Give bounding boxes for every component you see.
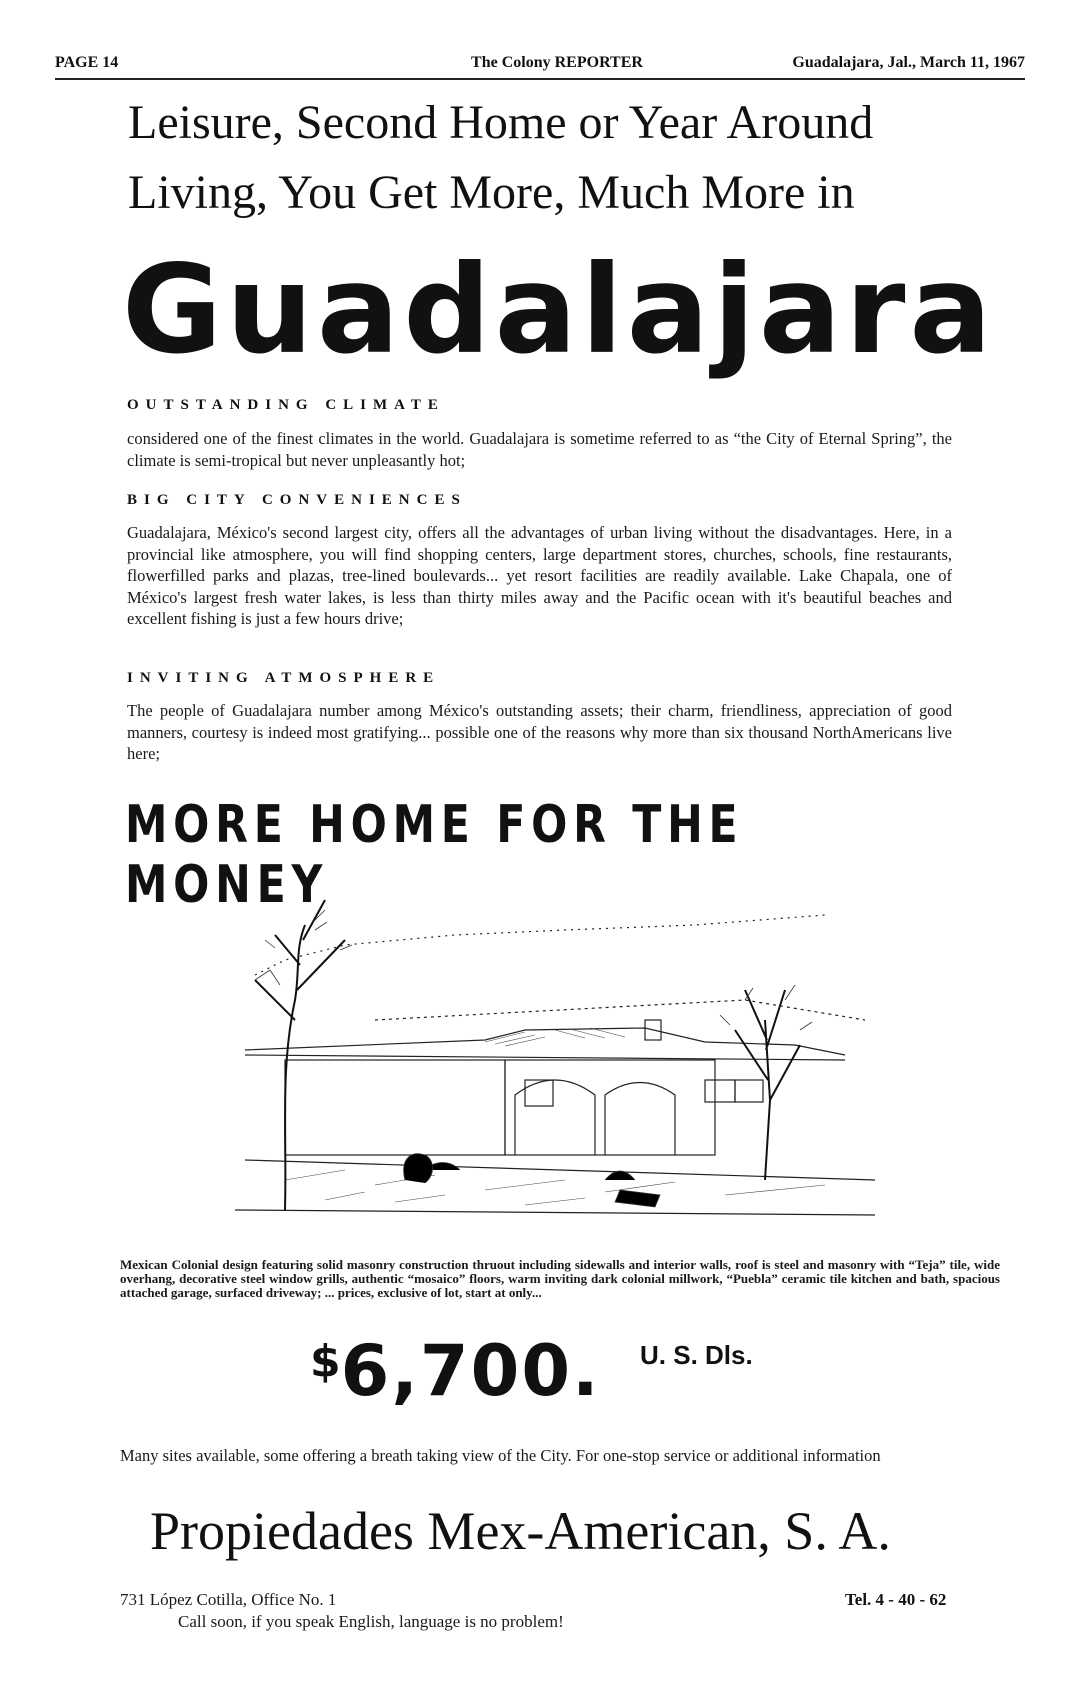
section-text-climate: considered one of the finest climates in the world. Guadalajara is sometime referred to as “the City of Eternal Spring”, the climate is semi-tropical but never unpleasantly hot; xyxy=(127,429,952,470)
page-header xyxy=(55,50,1025,76)
company-name: Propiedades Mex-American, S. A. xyxy=(150,1501,891,1561)
offer-heading: MORE HOME FOR THE MONEY xyxy=(125,795,744,915)
sites-text: Many sites available, some offering a breath taking view of the City. For one-stop service or additional information xyxy=(120,1446,881,1465)
section-heading-conveniences: BIG CITY CONVENIENCES xyxy=(127,492,467,508)
dollar-sign: $ xyxy=(310,1336,341,1387)
price-amount: 6,700. xyxy=(340,1330,601,1412)
headline-line-1: Leisure, Second Home or Year Around xyxy=(128,96,874,149)
house-description: Mexican Colonial design featuring solid masonry construction thruout including sidewalls and interior walls, roof is steel and masonry with “Teja” tile, wide overhang, decorative steel window grills, authentic “mosaico” floors, warm inviting dark colonial millwork, “Puebla” ceramic tile kitchen and bath, spacious attached garage, surfaced driveway; ... prices, exclusive of lot, start at only... xyxy=(120,1257,1000,1300)
company-phone: Tel. 4 - 40 - 62 xyxy=(845,1590,947,1609)
company-address: 731 López Cotilla, Office No. 1 xyxy=(120,1590,337,1609)
price xyxy=(310,1330,601,1412)
section-heading-climate: OUTSTANDING CLIMATE xyxy=(127,397,445,413)
section-text-atmosphere: The people of Guadalajara number among México's outstanding assets; their charm, friendliness, appreciation of good manners, courtesy is indeed most gratifying... possible one of the reasons why more than six thousand NorthAmericans live here; xyxy=(127,701,952,763)
section-text-conveniences: Guadalajara, México's second largest city, offers all the advantages of urban living without the disadvantages. Here, in a provincial like atmosphere, you will find shopping centers, large department stores, churches, schools, fine restaurants, flowerfilled parks and plazas, tree-lined boulevards... yet resort facilities are readily available. Lake Chapala, one of México's largest fresh water lakes, is less than thirty miles away and the Pacific ocean with it's beautiful beaches and excellent fishing is just a few hours drive; xyxy=(127,523,952,628)
currency: U. S. Dls. xyxy=(640,1340,753,1370)
header-rule xyxy=(55,78,1025,80)
newspaper-name: The Colony REPORTER xyxy=(471,54,643,71)
house-illustration xyxy=(225,880,895,1225)
headline-line-2: Living, You Get More, Much More in xyxy=(128,166,855,219)
section-heading-atmosphere: INVITING ATMOSPHERE xyxy=(127,670,441,686)
page-number: PAGE 14 xyxy=(55,54,119,71)
call-to-action: Call soon, if you speak English, language is no problem! xyxy=(178,1612,564,1631)
city-title: Guadalajara xyxy=(122,239,996,381)
dateline: Guadalajara, Jal., March 11, 1967 xyxy=(792,54,1025,71)
